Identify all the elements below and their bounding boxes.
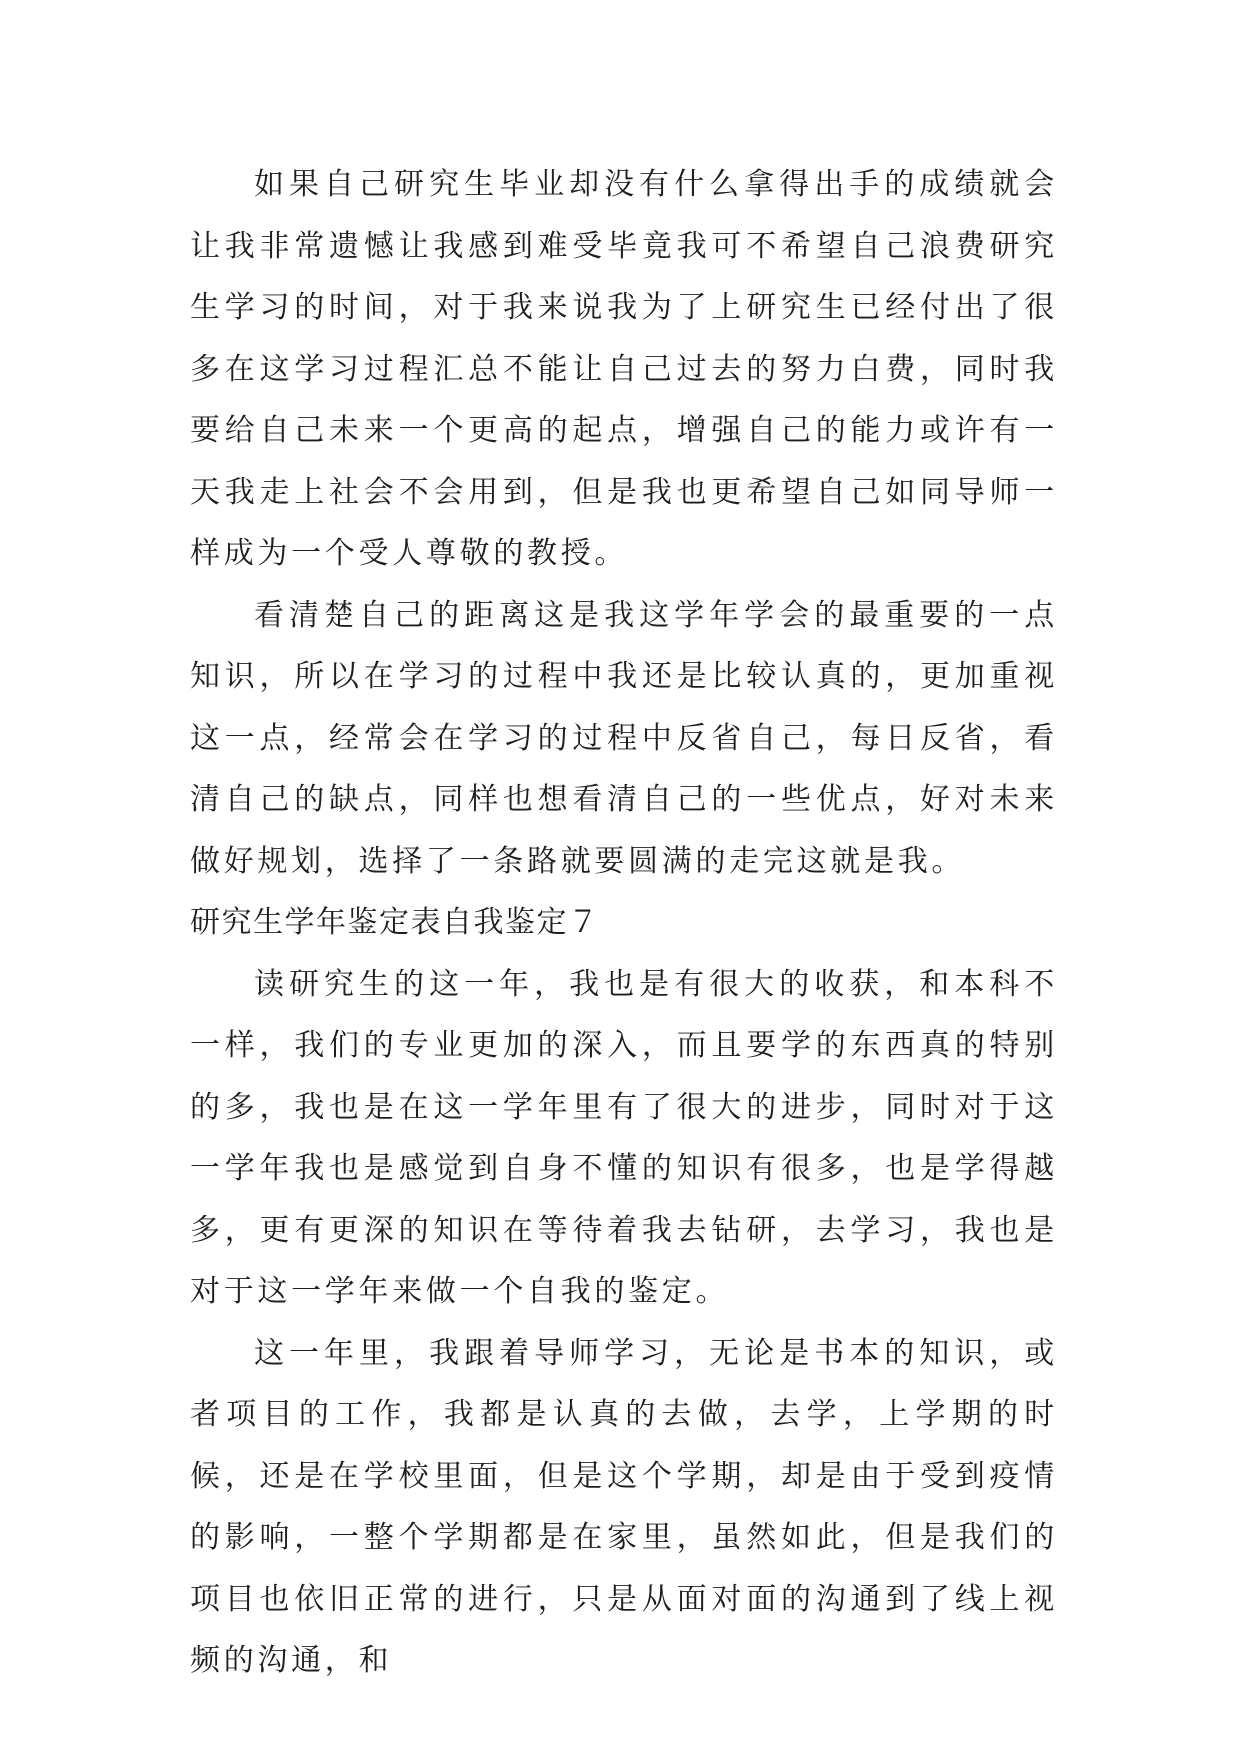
paragraph-1: 如果自己研究生毕业却没有什么拿得出手的成绩就会让我非常遗憾让我感到难受毕竟我可不希望自己浪费研究生学习的时间，对于我来说我为了上研究生已经付出了很多在这学习过程汇总不能让自己过去的努力白费，同时我要给自己未来一个更高的起点，增强自己的能力或许有一天我走上社会不会用到，但是我也更希望自己如同导师一样成为一个受人尊敬的教授。	[190, 167, 1058, 571]
paragraph-4: 这一年里，我跟着导师学习，无论是书本的知识，或者项目的工作，我都是认真的去做，去学，上学期的时候，还是在学校里面，但是这个学期，却是由于受到疫情的影响，一整个学期都是在家里，虽然如此，但是我们的项目也依旧正常的进行，只是从面对面的沟通到了线上视频的沟通，和	[190, 1335, 1058, 1678]
paragraph-2: 看清楚自己的距离这是我这学年学会的最重要的一点知识，所以在学习的过程中我还是比较认真的，更加重视这一点，经常会在学习的过程中反省自己，每日反省，看清自己的缺点，同样也想看清自己的一些优点，好对未来做好规划，选择了一条路就要圆满的走完这就是我。	[190, 597, 1058, 879]
section-heading: 研究生学年鉴定表自我鉴定７	[190, 905, 600, 940]
paragraph-3: 读研究生的这一年，我也是有很大的收获，和本科不一样，我们的专业更加的深入，而且要学的东西真的特别的多，我也是在这一学年里有了很大的进步，同时对于这一学年我也是感觉到自身不懂的知识有很多，也是学得越多，更有更深的知识在等待着我去钻研，去学习，我也是对于这一学年来做一个自我的鉴定。	[190, 966, 1058, 1309]
document-body	[190, 154, 1058, 1692]
